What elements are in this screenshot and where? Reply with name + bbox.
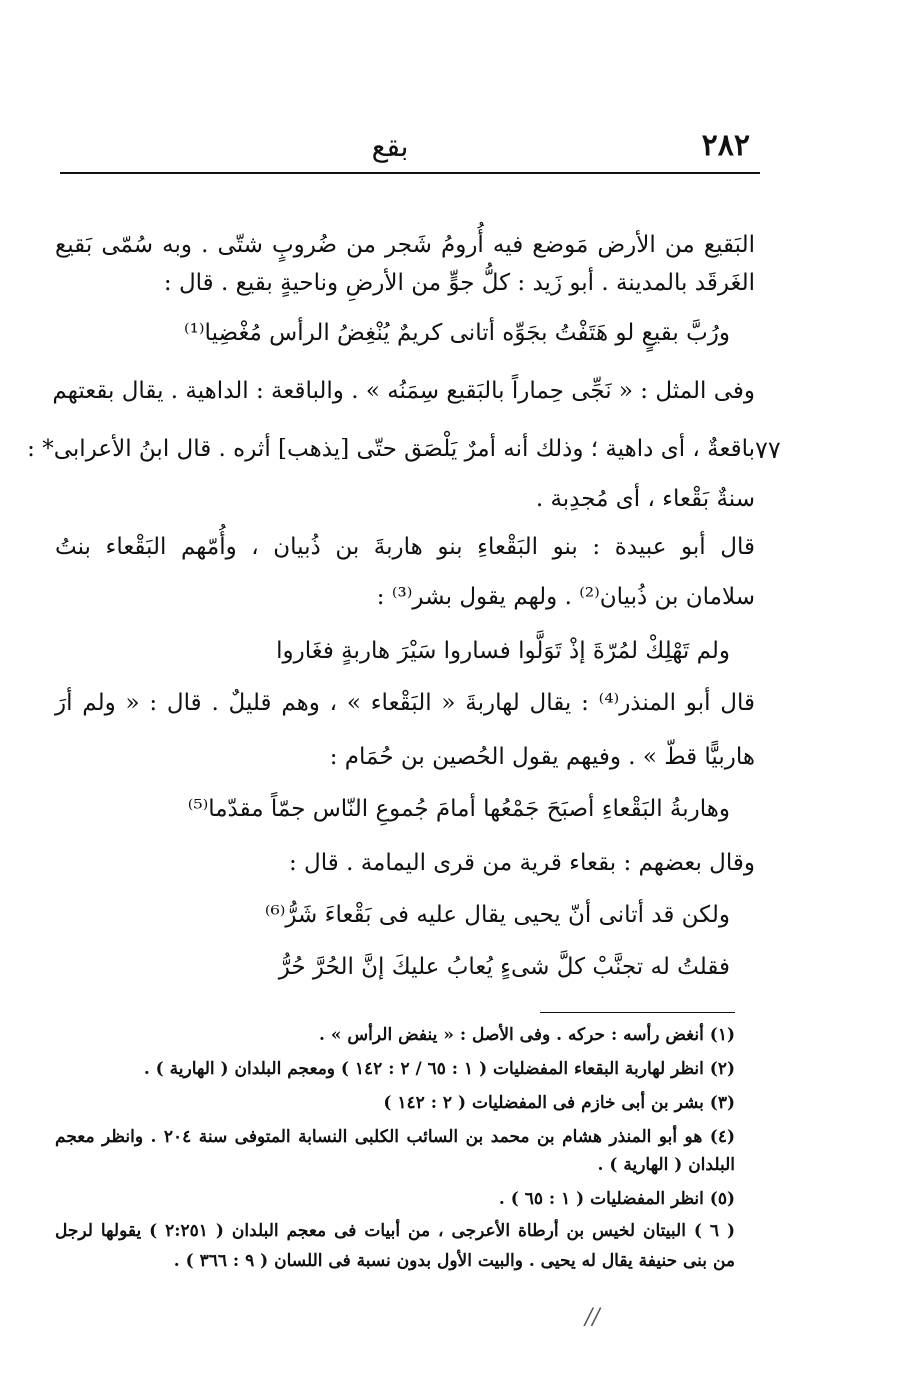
footnote: (٤) هو أبو المنذر هشام بن محمد بن السائب الكلبى النسابة المتوفى سنة ٢٠٤ . وانظر معجم <box>55 1127 735 1147</box>
footnote: (٣) بشر بن أبى خازم فى المفضليات ( ٢ : ١٤٢ ) <box>383 1093 735 1113</box>
body-line: سنةٌ بَقْعاء ، أى مُجدِبة . <box>535 486 755 512</box>
body-line: هاربيًّا قطّ » . وفيهم يقول الحُصين بن حُمَام : <box>329 744 755 770</box>
body-line: وقال بعضهم : بقعاء قرية من قرى اليمامة . قال : <box>289 850 755 876</box>
margin-number: ٧٧ <box>755 436 781 464</box>
footnote: (٢) انظر لهاربة البقعاء المفضليات ( ١ : ٦٥ / ٢ : ١٤٢ ) ومعجم البلدان ( الهارية ) . <box>143 1059 735 1079</box>
footnote-continuation: البلدان ( الهارية ) . <box>597 1155 735 1175</box>
verse-line: ورُبَّ بقيعٍ لو هَتَفْتُ بجَوِّه أتانى كريمٌ يُنْغِضُ الرأس مُغْضِيا⁽¹⁾ <box>184 320 730 346</box>
verse-line: ولم تَهْلِكْ لمُرّةَ إذْ تَوَلَّوا فساروا سَيْرَ هاربةٍ فغَاروا <box>276 638 730 664</box>
body-line: باقعةٌ ، أى داهية ؛ وذلك أنه أمرٌ يَلْصَق حتّى [يذهب] أثره . قال ابنُ الأعرابى* : <box>27 436 755 462</box>
body-line: سلامان بن ذُبيان⁽²⁾ . ولهم يقول بشر⁽³⁾ : <box>376 584 755 610</box>
verse-line: ولكن قد أتانى أنّ يحيى يقال عليه فى بَقْعاءَ شَرُّ⁽⁶⁾ <box>264 902 730 928</box>
footnote: (١) أنغض رأسه : حركه . وفى الأصل : « ينفض الرأس » . <box>319 1025 735 1045</box>
running-head: بقع <box>371 130 409 163</box>
verse-line: وهاربةُ البَقْعاءِ أصبَحَ جَمْعُها أمامَ جُموعِ النّاس جمّاً مقدّما⁽⁵⁾ <box>187 796 730 822</box>
footnote-continuation: من بنى حنيفة يقال له يحيى . والبيت الأول بدون نسبة فى اللسان ( ٩ : ٣٦٦ ) . <box>173 1251 735 1271</box>
footnote: (٥) انظر المفضليات ( ١ : ٦٥ ) . <box>498 1189 735 1209</box>
body-line: قال أبو المنذر⁽⁴⁾ : يقال لهاربةَ « البَقْعاء » ، وهم قليلٌ . قال : « ولم أرَ <box>55 690 755 716</box>
body-line: وفى المثل : « نَجِّى حِماراً بالبَقيع سِمَنُه » . والباقعة : الداهية . يقال بقعتهم <box>52 378 755 404</box>
body-line: قال أبو عبيدة : بنو البَقْعاءِ بنو هاربةَ بن ذُبيان ، وأُمّهم البَقْعاء بنتُ <box>55 534 755 560</box>
verse-line: فقلتُ له تجنَّبْ كلَّ شىءٍ يُعابُ عليكَ إنَّ الحُرَّ حُرُّ <box>278 954 730 980</box>
body-line: البَقيع من الأرض مَوضع فيه أُرومُ شَجر من ضُروبٍ شتّى . وبه سُمّى بَقيع <box>55 232 755 258</box>
footnote: ( ٦ ) البيتان لخيس بن أرطاة الأعرجى ، من أبيات فى معجم البلدان ( ٢:٢٥١ ) يقولها لرجل <box>55 1221 735 1241</box>
stray-pen-mark: // <box>585 1305 600 1330</box>
page-number: ٢٨٢ <box>701 128 750 163</box>
footnote-rule <box>540 1012 735 1013</box>
header-rule <box>60 172 760 174</box>
body-line: الغَرقَد بالمدينة . أبو زَيد : كلُّ جوٍّ من الأرضِ وناحيةٍ بقيع . قال : <box>163 270 755 296</box>
